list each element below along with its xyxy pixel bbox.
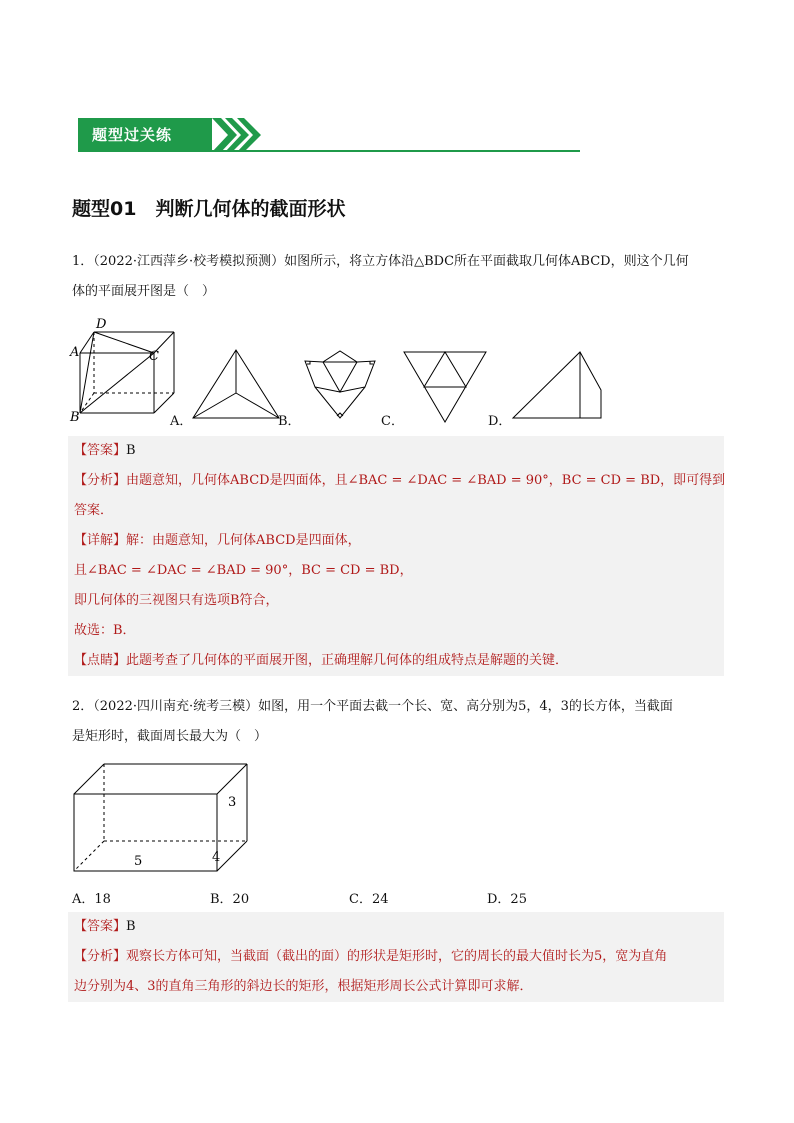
q2-box-figure (73, 762, 253, 872)
q1-cube-figure (72, 314, 172, 424)
q1-option-d-label: D． (488, 414, 512, 429)
q1-stem-line2: 体的平面展开图是（ ） (72, 284, 216, 299)
q2-stem (72, 692, 722, 752)
q1-analysis-tag: 【分析】 (74, 473, 127, 488)
cube-label-d: D (96, 317, 107, 332)
q2-answer-block (68, 912, 724, 1002)
q2-option-b: B．20 (210, 892, 250, 907)
q1-answer-row (68, 436, 724, 466)
cube-label-a: A (70, 345, 80, 360)
q1-stem-line1: 1．（2022·江西萍乡·校考模拟预测）如图所示，将立方体沿△BDC所在平面截取几何体ABCD，则这个几何 (72, 254, 689, 269)
cube-label-c: C (149, 349, 159, 364)
q2-answer-value: B (126, 919, 136, 934)
q1-option-c-label: C． (381, 414, 404, 429)
q2-answer-tag: 【答案】 (74, 919, 127, 934)
q2-stem-line2: 是矩形时，截面周长最大为（ ） (72, 729, 268, 744)
q2-analysis-tag: 【分析】 (74, 949, 127, 964)
q1-analysis-text2: 答案． (74, 503, 114, 518)
q1-option-c-figure (404, 350, 494, 425)
q2-stem-line1: 2．（2022·四川南充·统考三模）如图，用一个平面去截一个长、宽、高分别为5，4，3的长方体，当截面 (72, 699, 673, 714)
box-label-depth: 4 (212, 850, 221, 865)
q1-option-d-figure (513, 350, 618, 425)
q1-analysis-row1 (68, 466, 724, 496)
q1-comment-row (68, 646, 724, 676)
q1-option-a-label: A． (170, 414, 193, 429)
box-label-height: 3 (228, 795, 237, 810)
q2-analysis-text1: 观察长方体可知，当截面（截出的面）的形状是矩形时，它的周长的最大值时长为5，宽为直角 (126, 949, 668, 964)
q2-analysis-row2 (68, 972, 724, 1002)
q1-option-b-figure (300, 350, 380, 420)
q1-detail-text4: 故选：B． (74, 623, 136, 638)
q1-detail-row4 (68, 616, 724, 646)
banner-underline (78, 150, 580, 152)
q1-detail-row3 (68, 586, 724, 616)
q1-stem (72, 247, 722, 307)
q2-option-d: D．25 (487, 892, 527, 907)
q2-option-c: C．24 (349, 892, 389, 907)
q1-option-a-figure (193, 350, 283, 420)
banner-title: 题型过关练 (92, 126, 173, 144)
q1-analysis-row2 (68, 496, 724, 526)
q1-comment-text: 此题考查了几何体的平面展开图，正确理解几何体的组成特点是解题的关键． (126, 653, 569, 668)
box-label-length: 5 (134, 854, 143, 869)
q1-detail-text3: 即几何体的三视图只有选项B符合， (74, 593, 279, 608)
cube-label-b: B (70, 410, 80, 425)
banner-stripes-icon (212, 118, 272, 152)
q2-analysis-row1 (68, 942, 724, 972)
q1-comment-tag: 【点睛】 (74, 653, 127, 668)
q1-answer-tag: 【答案】 (74, 443, 127, 458)
q1-detail-text2: 且∠BAC = ∠DAC = ∠BAD = 90°，BC = CD = BD， (74, 563, 413, 578)
q1-analysis-text1: 由题意知，几何体ABCD是四面体，且∠BAC = ∠DAC = ∠BAD = 90°，BC = CD = BD，即可得到 (126, 473, 726, 488)
q2-analysis-text2: 边分别为4、3的直角三角形的斜边长的矩形，根据矩形周长公式计算即可求解． (74, 979, 533, 994)
q1-detail-row2 (68, 556, 724, 586)
q2-answer-row (68, 912, 724, 942)
q1-detail-tag: 【详解】 (74, 533, 127, 548)
q1-detail-text1: 解：由题意知，几何体ABCD是四面体， (126, 533, 361, 548)
section-title: 题型01 判断几何体的截面形状 (72, 198, 346, 220)
q2-option-a: A．18 (72, 892, 111, 907)
section-banner (78, 118, 580, 154)
q1-answer-value: B (126, 443, 136, 458)
q1-option-b-label: B． (278, 414, 301, 429)
q1-detail-row1 (68, 526, 724, 556)
q1-answer-block (68, 436, 724, 676)
